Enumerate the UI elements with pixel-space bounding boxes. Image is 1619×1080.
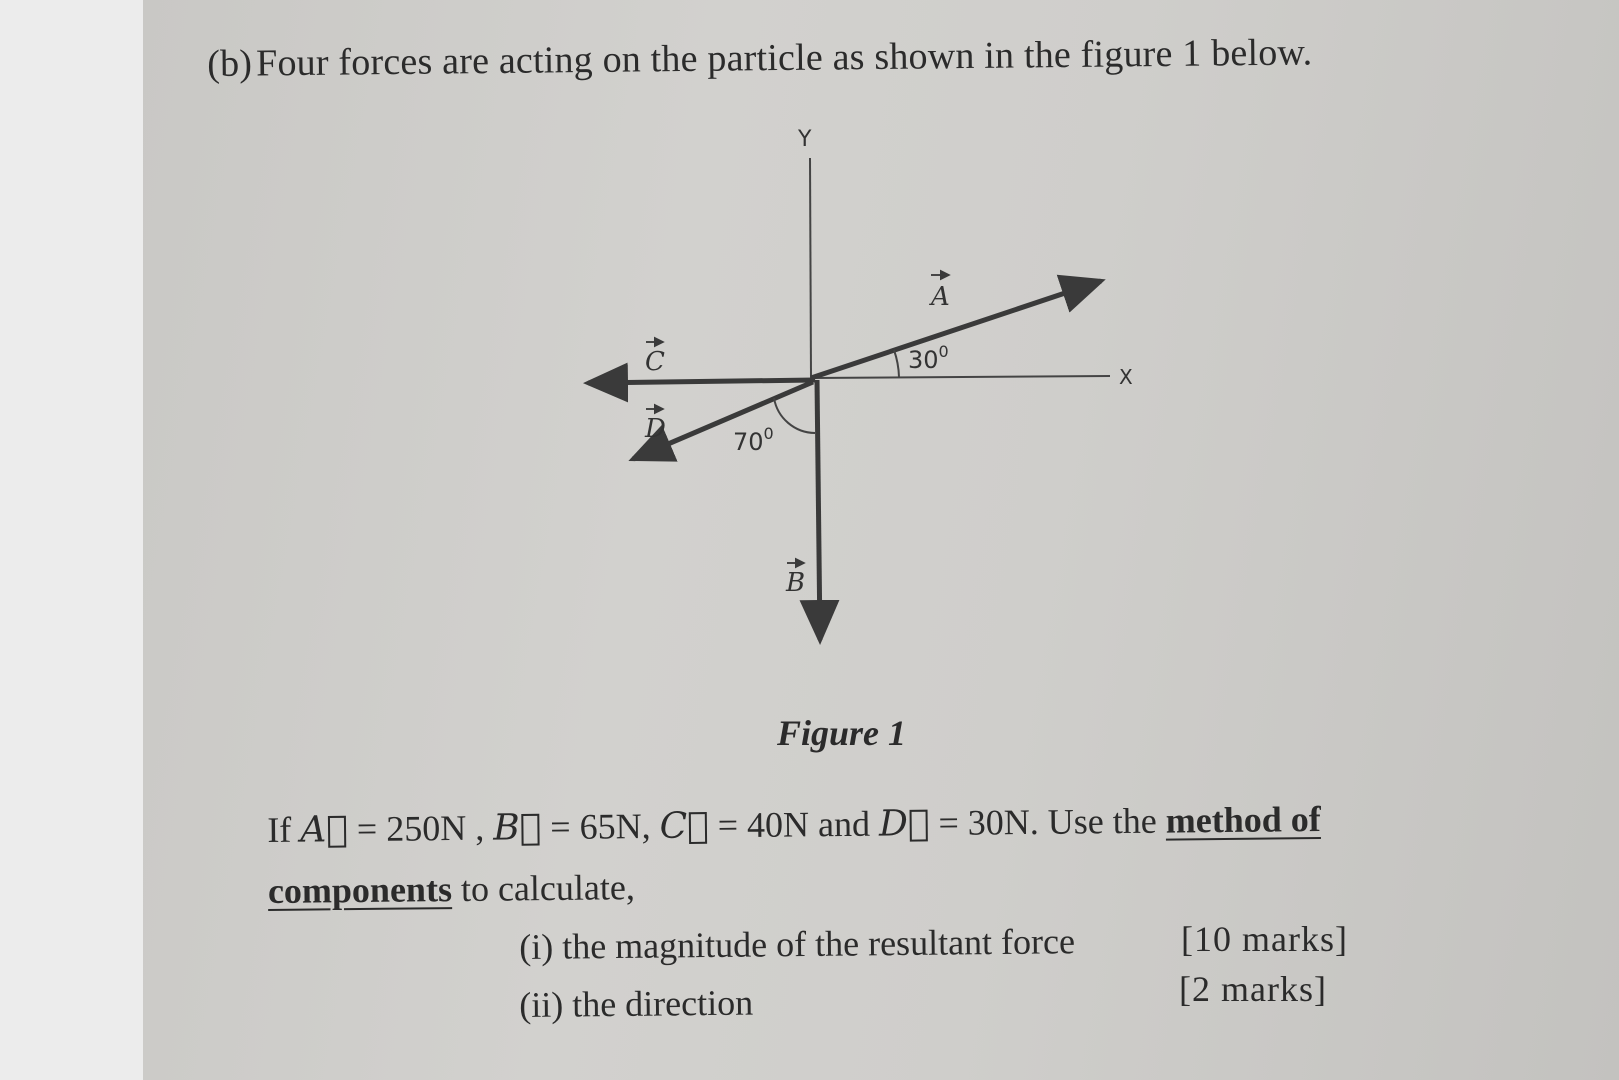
vector-b-label	[785, 563, 805, 598]
symbol-d: D⃗	[878, 803, 930, 845]
part-ii-marks: [2 marks]	[1179, 969, 1327, 1009]
question-use: . Use the	[1029, 800, 1157, 843]
part-ii-text: (ii) the direction	[519, 982, 754, 1025]
svg-text:A: A	[931, 282, 950, 312]
symbol-c: C⃗	[659, 805, 709, 847]
question-and: and	[817, 803, 871, 845]
vector-a-label	[929, 275, 950, 312]
question-part-label: (b)	[207, 42, 253, 85]
y-axis	[810, 158, 811, 378]
question-body	[267, 788, 1388, 921]
method-of-components: method of components	[267, 798, 1321, 911]
value-d: = 30N	[938, 802, 1030, 843]
angle-label-d	[733, 424, 774, 456]
svg-text:300: $30^0$	[908, 342, 949, 374]
question-tail: to calculate,	[460, 867, 636, 909]
part-i-text: (i) the magnitude of the resultant force	[519, 921, 1076, 967]
symbol-b: B⃗	[492, 807, 542, 849]
vector-c-arrow	[588, 380, 815, 383]
left-margin-strip	[0, 0, 143, 1080]
x-axis-label: X	[1119, 365, 1133, 389]
symbol-a: A⃗	[300, 809, 349, 851]
svg-text:D: D	[645, 414, 666, 444]
vector-b-arrow	[817, 380, 820, 640]
value-c: = 40N	[717, 804, 810, 846]
angle-label-a	[908, 342, 949, 374]
value-a: = 250N ,	[356, 807, 485, 850]
question-heading-text: Four forces are acting on the particle as shown in the figure 1 below.	[255, 31, 1313, 85]
exam-paper	[143, 0, 1619, 1080]
question-if: If	[267, 809, 292, 850]
y-axis-label: Y	[798, 127, 812, 152]
vector-c-label	[645, 342, 665, 377]
svg-text:700: $70^0$	[733, 424, 774, 456]
part-i-marks: [10 marks]	[1181, 919, 1348, 959]
vector-a-arrow	[811, 281, 1101, 378]
vector-d-label	[644, 409, 666, 444]
svg-text:B: B	[786, 568, 806, 598]
svg-text:C: C	[645, 347, 665, 377]
value-b: = 65N,	[550, 805, 651, 848]
angle-arc-a	[894, 350, 899, 377]
figure-caption: Figure 1	[777, 713, 907, 753]
x-axis	[811, 376, 1110, 378]
angle-arc-d	[774, 398, 815, 433]
